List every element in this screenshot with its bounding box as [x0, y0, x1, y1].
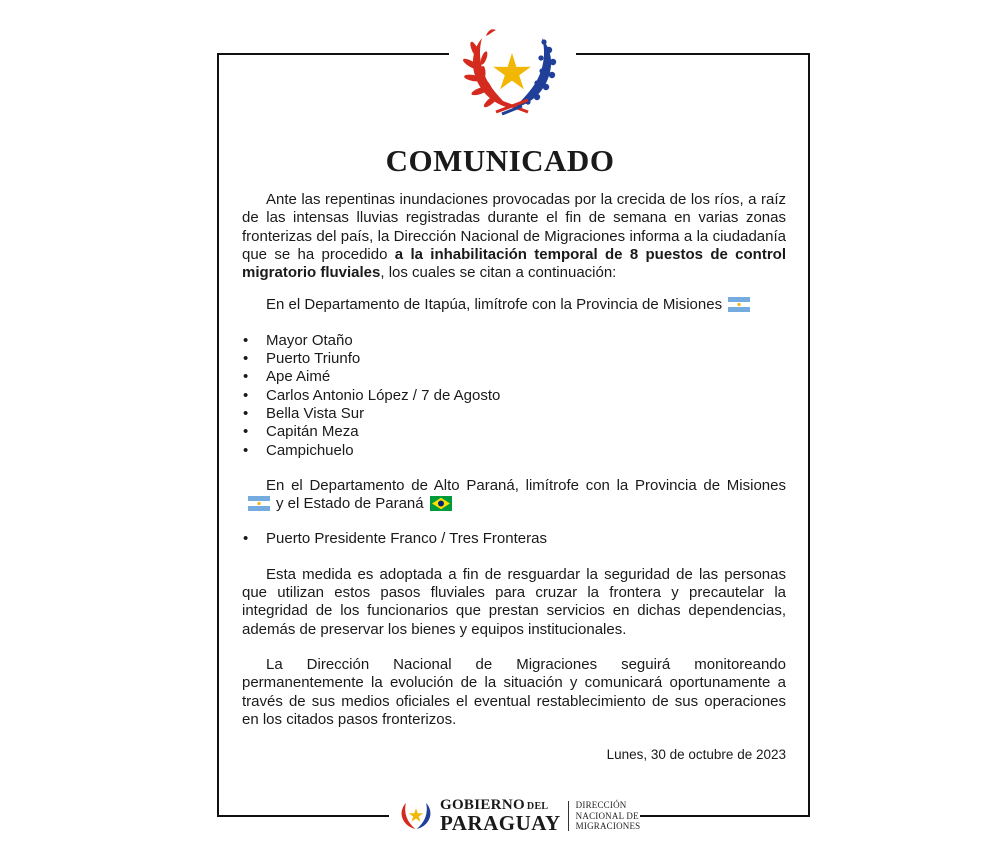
intro-bold-text: a la inhabilitación temporal de 8 puestos de control migratorio fluviales — [242, 245, 787, 282]
measure-paragraph: Esta medida es adoptada a fin de resguardar la seguridad de las personas que utilizan estos pasos fluviales para cruzar la frontera y precautelar la integridad de los funcionarios que prestan servicios en dichas dependencias, además de preservar los bienes y equipos institucionales. — [242, 565, 786, 638]
frame-top-right — [576, 53, 810, 55]
section2-heading: En el Departamento de Alto Paraná, limítrofe con la Provincia de Misionesy el Estado de Paraná — [242, 477, 786, 514]
intro-paragraph: Ante las repentinas inundaciones provocadas por la crecida de los ríos, a raíz de las intensas lluvias registradas durante el fin de semana en varias zonas fronterizas del país, la Dirección Nacional de Migraciones informa a la ciudadanía que se ha procedido a la inhabilitación temporal de 8 puestos de control migratorio fluviales, los cuales se citan a continuación: — [242, 191, 787, 282]
list-item: • Mayor Otaño — [242, 332, 786, 350]
section1-list — [242, 332, 786, 460]
agency-name: DIRECCIÓN NACIONAL DE MIGRACIONES — [575, 800, 641, 832]
brazil-flag-icon — [430, 496, 452, 511]
document-body — [242, 191, 786, 764]
list-item: • Capitán Meza — [242, 423, 786, 441]
section1-heading: En el Departamento de Itapúa, limítrofe con la Provincia de Misiones — [242, 296, 786, 314]
document-title: COMUNICADO — [385, 143, 615, 178]
footer-logo — [398, 796, 640, 836]
frame-top-left — [217, 53, 449, 55]
list-item: • Bella Vista Sur — [242, 405, 786, 423]
monitor-paragraph: La Dirección Nacional de Migraciones seguirá monitoreando permanentemente la evolución de la situación y comunicará oportunamente a través de sus medios oficiales el eventual restablecimiento de sus operaciones en los citados pasos fronterizos. — [242, 655, 786, 728]
frame-bottom-right — [640, 815, 810, 817]
section2-list — [242, 530, 786, 548]
national-seal-icon — [462, 28, 562, 120]
government-seal-icon — [398, 798, 434, 834]
list-item: • Campichuelo — [242, 442, 786, 460]
footer-divider — [568, 801, 569, 831]
frame-bottom-left — [217, 815, 389, 817]
argentina-flag-icon — [248, 496, 270, 511]
list-item: • Puerto Presidente Franco / Tres Fronteras — [242, 530, 786, 548]
gobierno-del-paraguay-wordmark: GOBIERNO DEL PARAGUAY — [440, 797, 561, 835]
argentina-flag-icon — [728, 297, 750, 312]
list-item: • Puerto Triunfo — [242, 350, 786, 368]
list-item: • Ape Aimé — [242, 368, 786, 386]
document-date: Lunes, 30 de octubre de 2023 — [606, 747, 786, 763]
list-item: • Carlos Antonio López / 7 de Agosto — [242, 387, 786, 405]
